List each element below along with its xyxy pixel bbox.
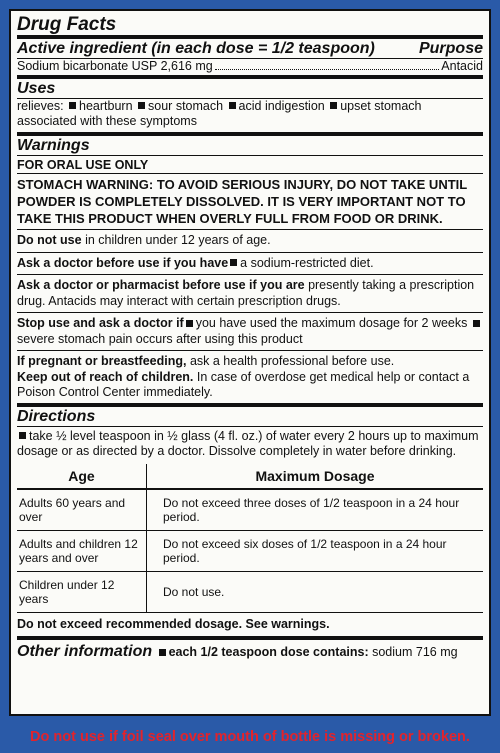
directions-heading: Directions xyxy=(17,407,96,425)
age-cell: Adults 60 years and over xyxy=(17,489,147,531)
active-ingredient-heading: Active ingredient (in each dose = 1/2 teaspoon) xyxy=(17,40,375,57)
use-item: acid indigestion xyxy=(238,98,325,113)
dosage-note: Do not exceed recommended dosage. See warnings. xyxy=(17,616,330,631)
directions-section xyxy=(17,403,483,637)
bullet-icon xyxy=(330,102,337,109)
ask-pharmacist-text: Ask a doctor or pharmacist before use if you are presently taking a prescription drug. Antacids may interact with certain prescription drugs. xyxy=(17,274,483,312)
dosage-cell: Do not exceed six doses of 1/2 teaspoon in a 24 hour period. xyxy=(147,530,484,571)
other-info-section: Other information each 1/2 teaspoon dose contains: sodium 716 mg xyxy=(17,636,483,661)
uses-tail: associated with these symptoms xyxy=(17,114,197,128)
do-not-use-text: Do not use in children under 12 years of age. xyxy=(17,229,483,252)
stop-use-text: Stop use and ask a doctor if you have used the maximum dosage for 2 weeks severe stomach pain occurs after using this product xyxy=(17,312,483,350)
use-item: upset stomach xyxy=(340,98,422,113)
bullet-icon xyxy=(159,649,166,656)
stomach-warning: STOMACH WARNING: TO AVOID SERIOUS INJURY, DO NOT TAKE UNTIL POWDER IS COMPLETELY DISSOLVED. IT IS VERY IMPORTANT NOT TO TAKE THIS PRODUCT WHEN OVERLY FULL FROM FOOD OR DRINK. xyxy=(17,173,483,229)
uses-section xyxy=(17,75,483,132)
dosage-cell: Do not use. xyxy=(147,571,484,612)
age-column-header: Age xyxy=(17,464,147,489)
bullet-icon xyxy=(19,432,26,439)
bullet-icon xyxy=(229,102,236,109)
drug-facts-panel xyxy=(9,9,491,716)
ingredient-name: Sodium bicarbonate USP 2,616 mg xyxy=(17,59,213,73)
uses-heading: Uses xyxy=(17,79,56,97)
directions-text: take ½ level teaspoon in ½ glass (4 fl. oz.) of water every 2 hours up to maximum dosage or as directed by a doctor. Dissolve completely in water before drinking. xyxy=(17,426,483,460)
oral-use-text: FOR ORAL USE ONLY xyxy=(17,155,483,174)
bullet-icon xyxy=(69,102,76,109)
bullet-icon xyxy=(230,259,237,266)
bullet-icon xyxy=(473,320,480,327)
age-cell: Children under 12 years xyxy=(17,571,147,612)
ingredient-purpose: Antacid xyxy=(441,59,483,73)
table-row xyxy=(17,530,483,571)
bullet-icon xyxy=(138,102,145,109)
active-ingredient-section xyxy=(17,35,483,75)
dosage-table-header xyxy=(17,464,483,489)
purpose-heading: Purpose xyxy=(418,40,483,57)
use-item: sour stomach xyxy=(148,98,224,113)
drug-facts-title: Drug Facts xyxy=(17,14,117,35)
use-item: heartburn xyxy=(79,98,133,113)
table-row xyxy=(17,571,483,612)
age-cell: Adults and children 12 years and over xyxy=(17,530,147,571)
keep-out-text: Keep out of reach of children. In case of overdose get medical help or contact a Poison Control Center immediately. xyxy=(17,369,470,399)
other-info-heading: Other information xyxy=(17,643,153,660)
ask-doctor-text: Ask a doctor before use if you have a sodium-restricted diet. xyxy=(17,252,483,275)
dot-leader xyxy=(215,69,440,70)
pregnant-text: If pregnant or breastfeeding, ask a health professional before use. xyxy=(17,350,483,370)
warnings-section xyxy=(17,132,483,403)
foil-seal-warning: Do not use if foil seal over mouth of bottle is missing or broken. xyxy=(30,729,470,745)
dosage-table xyxy=(17,464,483,613)
warnings-heading: Warnings xyxy=(17,136,90,154)
dosage-cell: Do not exceed three doses of 1/2 teaspoon in a 24 hour period. xyxy=(147,489,484,531)
bullet-icon xyxy=(186,320,193,327)
uses-text: relieves: heartburn sour stomach acid indigestion upset stomach associated with these symptoms xyxy=(17,98,483,132)
dosage-column-header: Maximum Dosage xyxy=(147,464,484,489)
table-row xyxy=(17,489,483,531)
